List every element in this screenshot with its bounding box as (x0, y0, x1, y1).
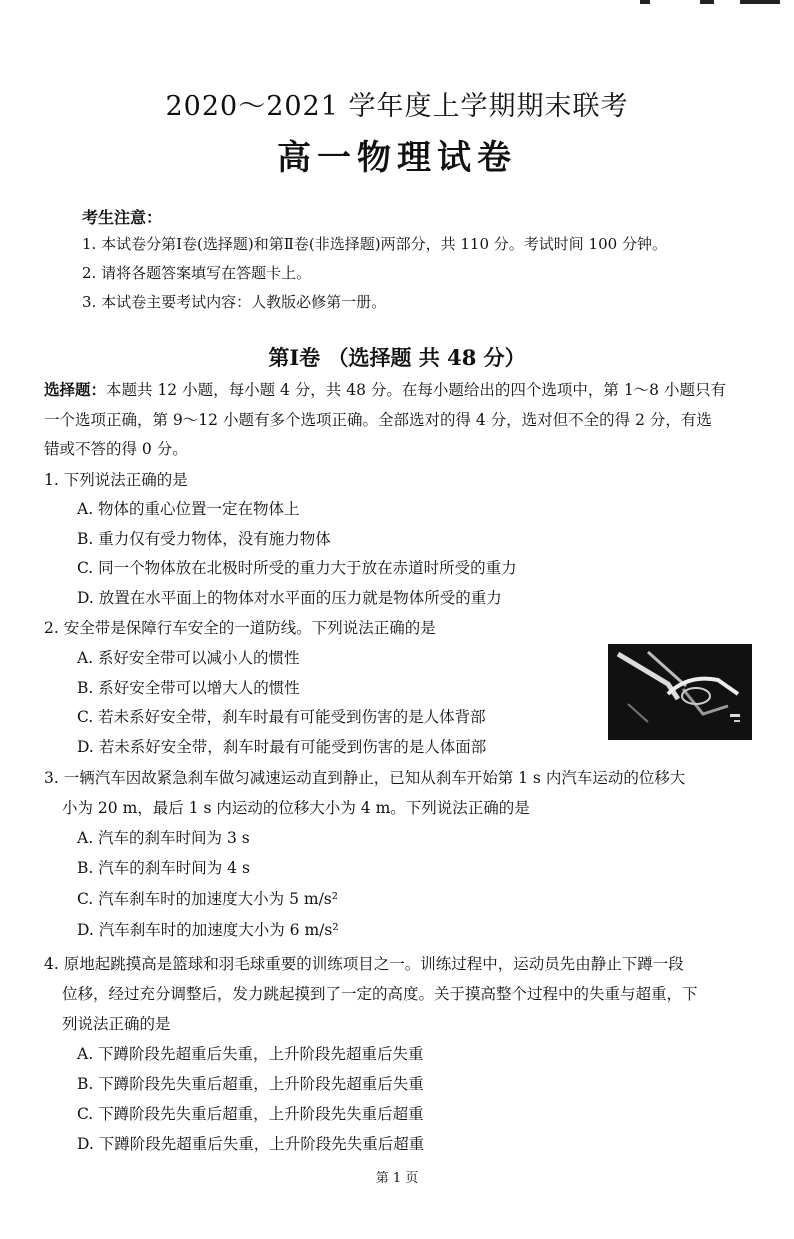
notice-heading: 考生注意： (82, 208, 163, 227)
question-1-option-b: B. 重力仅有受力物体，没有施力物体 (77, 530, 331, 548)
question-2-option-a: A. 系好安全带可以减小人的惯性 (77, 649, 300, 667)
question-4-stem: 位移，经过充分调整后，发力跳起摸到了一定的高度。关于摸高整个过程中的失重与超重，下 (62, 985, 698, 1003)
exam-title-line1: 2020～2021 学年度上学期期末联考 (165, 91, 629, 122)
intro-label: 选择题： (44, 380, 107, 399)
question-1-option-c: C. 同一个物体放在北极时所受的重力大于放在赤道时所受的重力 (77, 559, 517, 577)
notice-item: 3. 本试卷主要考试内容：人教版必修第一册。 (82, 293, 387, 311)
question-2-option-b: B. 系好安全带可以增大人的惯性 (77, 679, 300, 697)
scan-mark (640, 0, 650, 4)
notice-item: 1. 本试卷分第Ⅰ卷(选择题)和第Ⅱ卷(非选择题)两部分，共 110 分。考试时间 100 分钟。 (82, 235, 667, 253)
intro-text: 本题共 12 小题，每小题 4 分，共 48 分。在每小题给出的四个选项中，第 1～8 小题只有 (106, 381, 726, 399)
question-3-stem: 3. 一辆汽车因故紧急刹车做匀减速运动直到静止，已知从刹车开始第 1 s 内汽车运动的位移大 (44, 769, 686, 787)
question-3-option-b: B. 汽车的刹车时间为 4 s (77, 859, 250, 877)
question-2-stem: 2. 安全带是保障行车安全的一道防线。下列说法正确的是 (44, 619, 436, 637)
exam-title-line2: 高一物理试卷 (277, 138, 517, 178)
scan-mark (740, 0, 780, 4)
question-3-option-d: D. 汽车刹车时的加速度大小为 6 m/s² (77, 921, 339, 939)
question-4-option-b: B. 下蹲阶段先失重后超重，上升阶段先超重后失重 (77, 1075, 424, 1093)
question-3-option-a: A. 汽车的刹车时间为 3 s (77, 829, 250, 847)
section-intro-line: 一个选项正确，第 9～12 小题有多个选项正确。全部选对的得 4 分，选对但不全的得 2 分，有选 (44, 411, 712, 429)
question-1-option-a: A. 物体的重心位置一定在物体上 (77, 500, 300, 518)
question-2-option-d: D. 若未系好安全带，刹车时最有可能受到伤害的是人体面部 (77, 738, 487, 756)
section-heading: 第Ⅰ卷 （选择题 共 48 分） (268, 345, 526, 370)
question-4-option-c: C. 下蹲阶段先失重后超重，上升阶段先失重后超重 (77, 1105, 424, 1123)
section-intro-line (44, 378, 726, 400)
question-2-option-c: C. 若未系好安全带，刹车时最有可能受到伤害的是人体背部 (77, 708, 486, 726)
seatbelt-photo (608, 644, 752, 740)
scan-mark (700, 0, 714, 4)
question-3-option-c: C. 汽车刹车时的加速度大小为 5 m/s² (77, 890, 338, 908)
question-4-option-a: A. 下蹲阶段先超重后失重，上升阶段先超重后失重 (77, 1045, 424, 1063)
page-number: 第 1 页 (375, 1171, 419, 1186)
seatbelt-illustration (608, 644, 752, 740)
section-intro-line: 错或不答的得 0 分。 (44, 440, 188, 458)
notice-item: 2. 请将各题答案填写在答题卡上。 (82, 264, 312, 282)
question-4-stem: 列说法正确的是 (62, 1015, 171, 1033)
question-4-stem: 4. 原地起跳摸高是篮球和羽毛球重要的训练项目之一。训练过程中，运动员先由静止下蹲一段 (44, 955, 684, 973)
question-4-option-d: D. 下蹲阶段先超重后失重，上升阶段先失重后超重 (77, 1135, 425, 1153)
question-3-stem: 小为 20 m，最后 1 s 内运动的位移大小为 4 m。下列说法正确的是 (62, 799, 530, 817)
question-1-option-d: D. 放置在水平面上的物体对水平面的压力就是物体所受的重力 (77, 589, 502, 607)
question-1-stem: 1. 下列说法正确的是 (44, 471, 188, 489)
